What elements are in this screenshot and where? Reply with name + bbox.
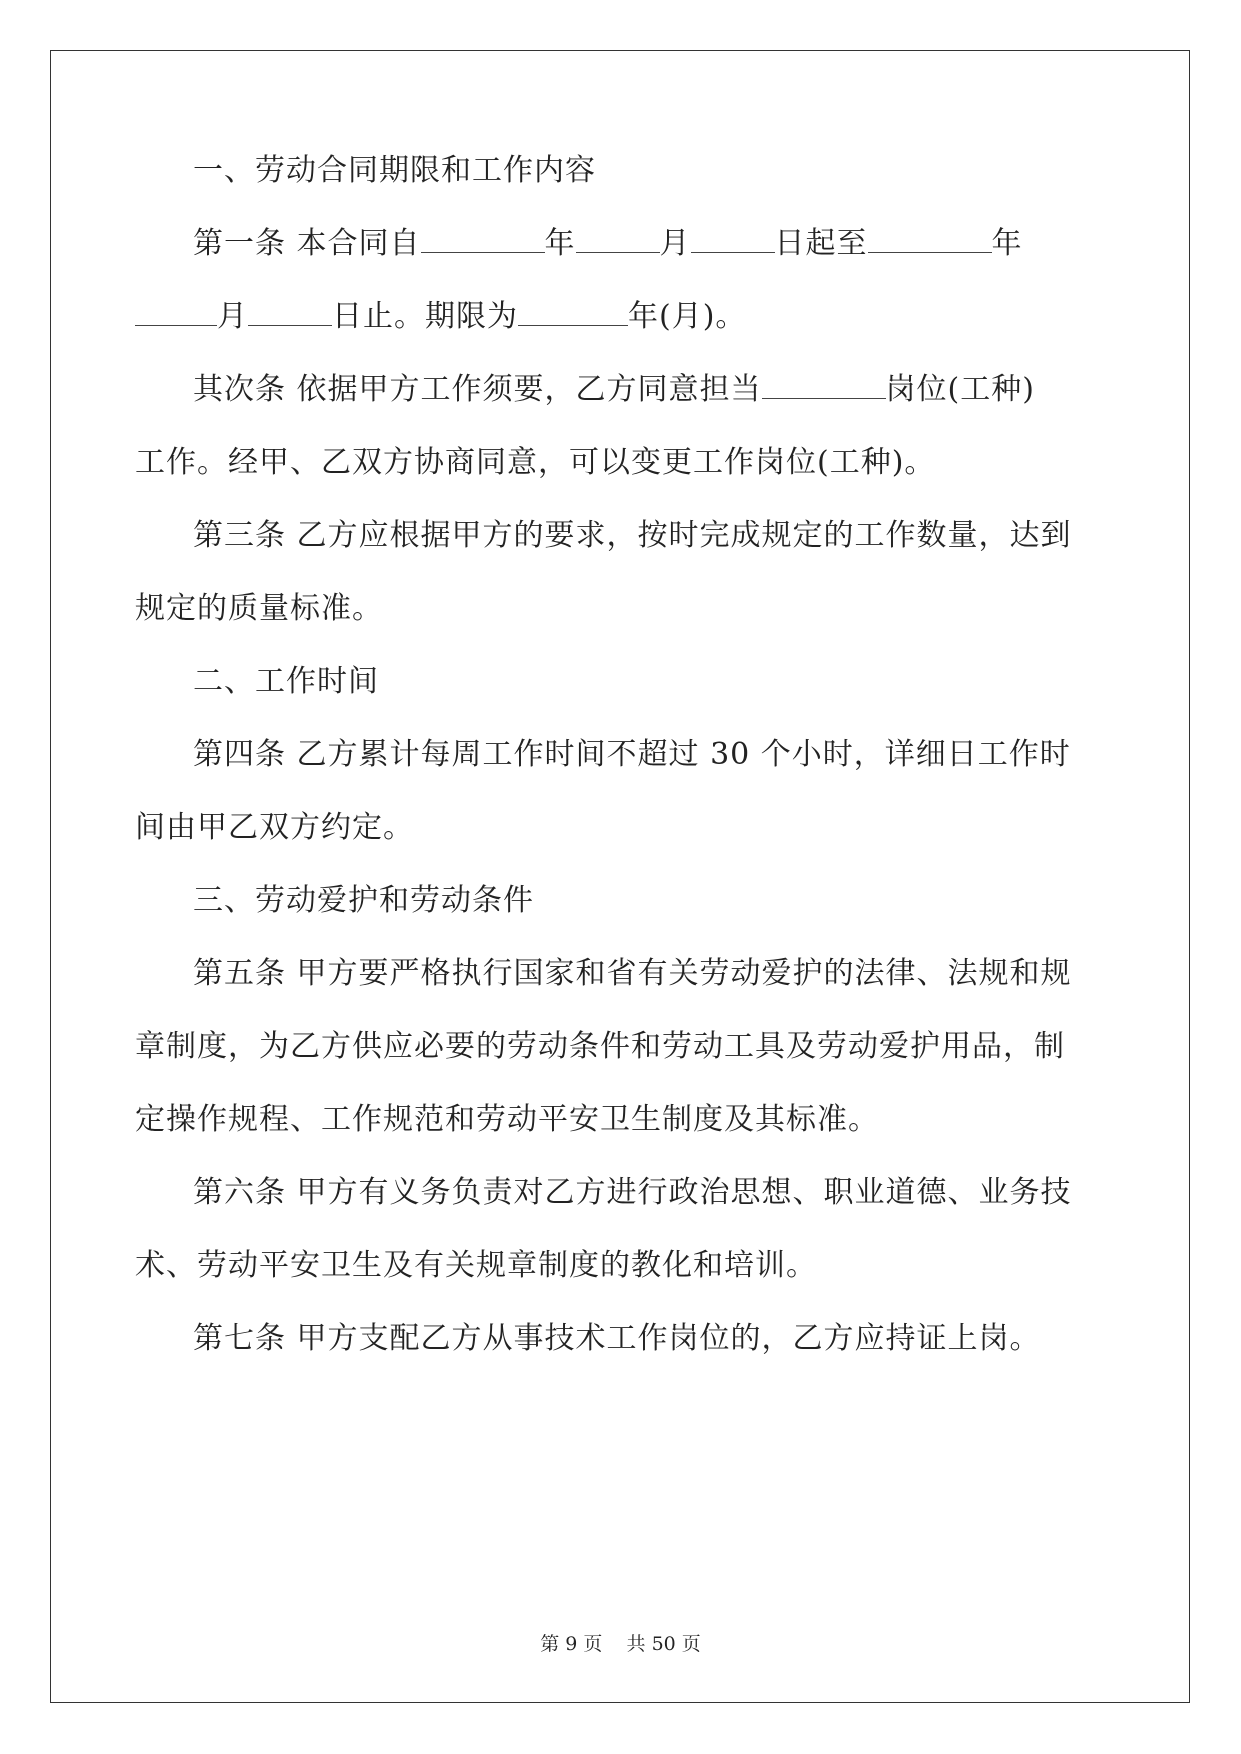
paragraph-line [135, 297, 746, 337]
line-text: 定操作规程、工作规范和劳动平安卫生制度及其标准。 [135, 1102, 879, 1137]
fill-blank [135, 297, 217, 326]
line-text: 年 [544, 226, 576, 261]
paragraph-line [193, 516, 1072, 556]
paragraph-line [135, 589, 383, 629]
line-text: 第四条 乙方累计每周工作时间不超过 30 个小时，详细日工作时 [193, 737, 1071, 772]
line-text: 第七条 甲方支配乙方从事技术工作岗位的，乙方应持证上岗。 [193, 1321, 1041, 1356]
page-total: 共 50 页 [626, 1633, 701, 1655]
line-text: 月 [217, 299, 248, 334]
paragraph-line [135, 1100, 879, 1140]
line-text: 第五条 甲方要严格执行国家和省有关劳动爱护的法律、法规和规 [193, 956, 1072, 991]
fill-blank [518, 297, 628, 326]
line-text: 月 [659, 226, 691, 261]
paragraph-line [135, 808, 414, 848]
section-heading [193, 662, 379, 702]
section-heading [193, 881, 534, 921]
line-text: 日止。期限为 [332, 299, 518, 334]
fill-blank [762, 370, 886, 399]
fill-blank [576, 224, 660, 253]
paragraph-line [193, 735, 1071, 775]
fill-blank [248, 297, 332, 326]
fill-blank [421, 224, 545, 253]
line-text: 一、劳动合同期限和工作内容 [193, 153, 596, 188]
line-text: 日起至 [774, 226, 868, 261]
line-text: 工作。经甲、乙双方协商同意，可以变更工作岗位(工种)。 [135, 445, 936, 480]
line-text: 第六条 甲方有义务负责对乙方进行政治思想、职业道德、业务技 [193, 1175, 1072, 1210]
line-text: 年(月)。 [628, 299, 747, 334]
line-text: 术、劳动平安卫生及有关规章制度的教化和培训。 [135, 1248, 817, 1283]
paragraph-line [135, 443, 935, 483]
paragraph-line [193, 1173, 1072, 1213]
line-text: 岗位(工种) [885, 372, 1035, 407]
line-text: 章制度，为乙方供应必要的劳动条件和劳动工具及劳动爱护用品，制 [135, 1029, 1065, 1064]
line-text: 三、劳动爱护和劳动条件 [193, 883, 534, 918]
line-text: 第一条 本合同自 [193, 226, 421, 261]
paragraph-line [135, 1246, 817, 1286]
paragraph-line [193, 1319, 1041, 1359]
paragraph-line [135, 1027, 1065, 1067]
line-text: 间由甲乙双方约定。 [135, 810, 414, 845]
line-text: 年 [991, 226, 1023, 261]
section-heading [193, 151, 596, 191]
line-text: 第三条 乙方应根据甲方的要求，按时完成规定的工作数量，达到 [193, 518, 1072, 553]
paragraph-line [193, 370, 1035, 410]
page-footer [0, 1632, 1241, 1656]
page-number: 第 9 页 [540, 1633, 603, 1655]
paragraph-line [193, 954, 1072, 994]
line-text: 二、工作时间 [193, 664, 379, 699]
line-text: 其次条 依据甲方工作须要，乙方同意担当 [193, 372, 762, 407]
fill-blank [691, 224, 775, 253]
fill-blank [868, 224, 992, 253]
paragraph-line [193, 224, 1023, 264]
line-text: 规定的质量标准。 [135, 591, 383, 626]
